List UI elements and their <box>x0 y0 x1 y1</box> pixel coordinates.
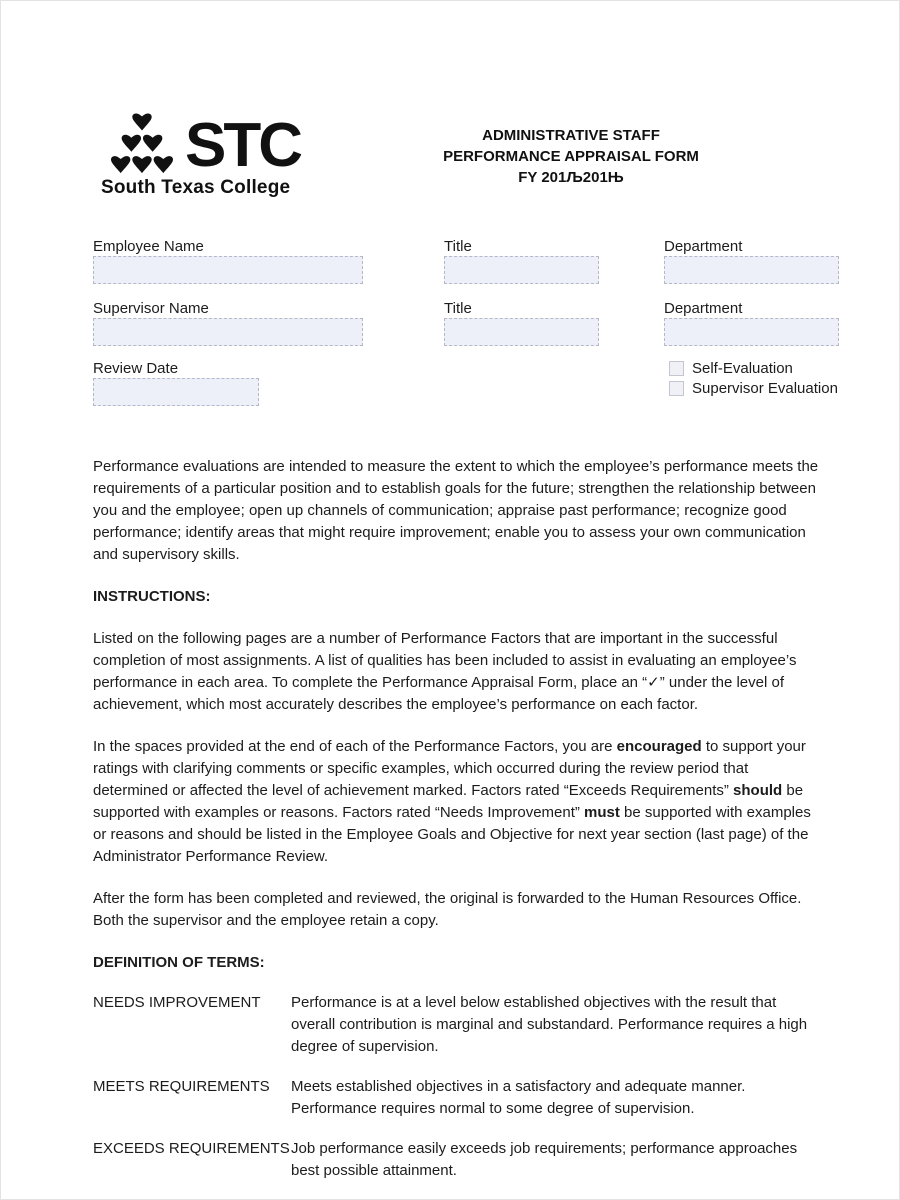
department-1-input[interactable] <box>664 256 839 284</box>
definition-text: Performance is at a level below established objectives with the result that overall contribution is marginal and substandard. Performance requires a high degree of supervision. <box>291 994 808 1055</box>
review-date-input[interactable] <box>93 378 259 406</box>
title-line-2: PERFORMANCE APPRAISAL FORM <box>443 148 699 165</box>
definition-term: MEETS REQUIREMENTS <box>93 1078 270 1095</box>
employee-name-input[interactable] <box>93 256 363 284</box>
self-evaluation-label: Self-Evaluation <box>692 360 793 377</box>
review-date-label: Review Date <box>93 360 179 377</box>
definition-text: Job performance easily exceeds job requirements; performance approaches best possible attainment. <box>291 1140 798 1179</box>
logo-college-name: South Texas College <box>101 177 291 198</box>
definition-term: NEEDS IMPROVEMENT <box>93 994 261 1011</box>
intro-paragraph: Performance evaluations are intended to measure the extent to which the employee’s performance meets the requirements of a particular position and to establish goals for the future; strengthen the relationship between you and the employee; open up channels of communication; appraise past performance; recognize good performance; identify areas that might require improvement; enable you to assess your own communication and supervisory skills. <box>93 458 819 563</box>
instructions-paragraph-2: In the spaces provided at the end of each of the Performance Factors, you are encouraged to support your ratings with clarifying comments or specific examples, which occurred during the review period that determined or affected the level of achievement marked. Factors rated “Exceeds Requirements” should be supported with examples or reasons. Factors rated “Needs Improvement” must be supported with examples or reasons and should be listed in the Employee Goals and Objective for next year section (last page) of the Administrator Performance Review. <box>93 738 811 865</box>
supervisor-evaluation-checkbox[interactable] <box>669 381 684 396</box>
definition-row-meets-requirements <box>93 1076 823 1120</box>
instructions-heading: INSTRUCTIONS: <box>93 588 211 605</box>
department-1-label: Department <box>664 238 743 255</box>
definitions-heading: DEFINITION OF TERMS: <box>93 954 265 971</box>
title-line-3: FY 201Љ201Њ <box>518 169 624 186</box>
document-title <box>401 125 741 188</box>
department-2-label: Department <box>664 300 743 317</box>
self-evaluation-checkbox[interactable] <box>669 361 684 376</box>
definition-row-needs-improvement <box>93 992 823 1058</box>
after-completion-note: After the form has been completed and reviewed, the original is forwarded to the Human Resources Office. Both the supervisor and the employee retain a copy. <box>93 890 802 929</box>
title-2-label: Title <box>444 300 472 317</box>
definition-term: EXCEEDS REQUIREMENTS <box>93 1140 290 1157</box>
logo-acronym: STC <box>185 111 300 180</box>
definition-text: Meets established objectives in a satisfactory and adequate manner. Performance requires normal to some degree of supervision. <box>291 1078 746 1117</box>
supervisor-evaluation-label: Supervisor Evaluation <box>692 380 838 397</box>
title-1-input[interactable] <box>444 256 599 284</box>
department-2-input[interactable] <box>664 318 839 346</box>
title-2-input[interactable] <box>444 318 599 346</box>
body-text <box>93 456 823 1200</box>
supervisor-name-input[interactable] <box>93 318 363 346</box>
instructions-paragraph-1: Listed on the following pages are a number of Performance Factors that are important in the successful completion of most assignments. A list of qualities has been included to assist in evaluating an employee’s performance in each area. To complete the Performance Appraisal Form, place an “✓” under the level of achievement, which most accurately describes the employee’s performance on each factor. <box>93 630 797 713</box>
title-1-label: Title <box>444 238 472 255</box>
definition-row-exceeds-requirements <box>93 1138 823 1182</box>
title-line-1: ADMINISTRATIVE STAFF <box>482 127 660 144</box>
stc-triangle-logo-icon <box>101 113 183 175</box>
supervisor-name-label: Supervisor Name <box>93 300 209 317</box>
employee-name-label: Employee Name <box>93 238 204 255</box>
stc-logo <box>101 113 301 199</box>
